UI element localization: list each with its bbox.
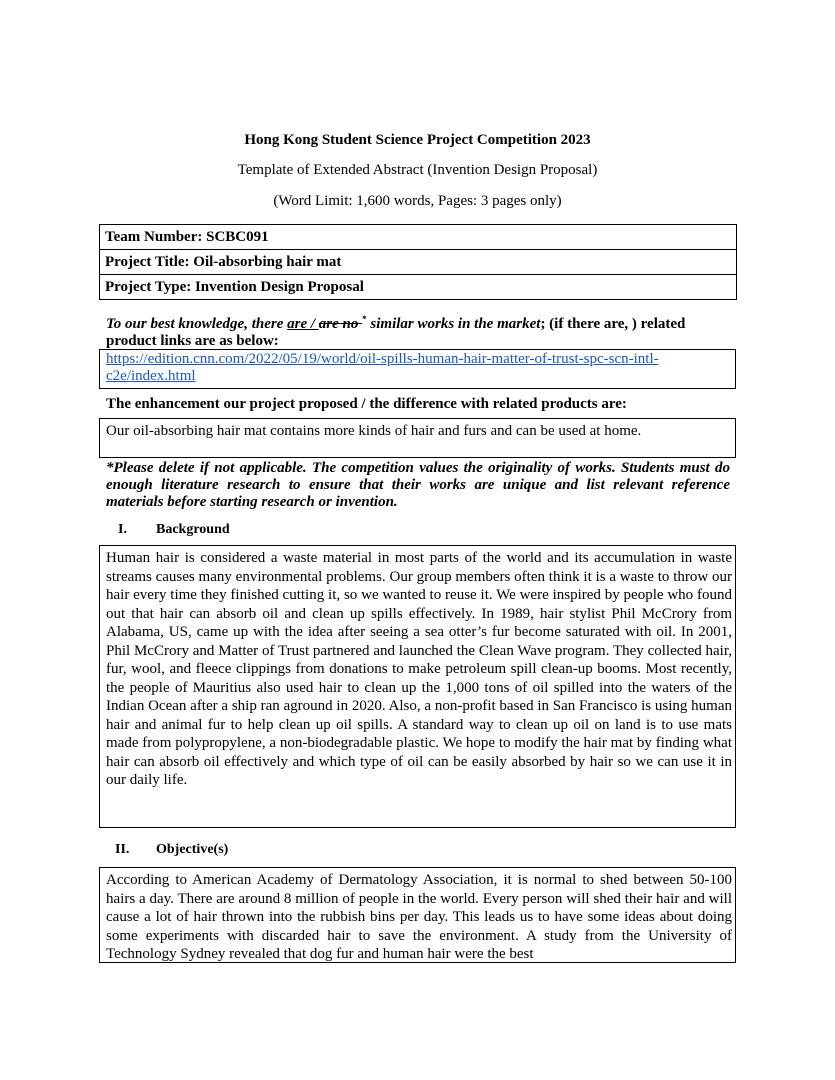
objectives-heading: Objective(s) [156, 842, 229, 857]
originality-note: *Please delete if not applicable. The competition values the originality of works. Students must do enough literature research to ensure that their works are unique and list relevant reference materials before starting research or invention. [106, 460, 730, 510]
background-box [99, 545, 736, 828]
project-type: Project Type: Invention Design Proposal [100, 275, 737, 300]
enhancement-text: Our oil-absorbing hair mat contains more kinds of hair and furs and can be used at home. [106, 423, 642, 439]
word-limit: (Word Limit: 1,600 words, Pages: 3 pages only) [273, 193, 562, 209]
are-option: are / [287, 316, 319, 332]
product-link-box [99, 349, 736, 389]
objectives-numeral: II. [115, 842, 130, 857]
enhancement-heading: The enhancement our project proposed / the difference with related products are: [106, 396, 627, 412]
are-no-option: are no [318, 316, 363, 332]
template-subtitle: Template of Extended Abstract (Invention Design Proposal) [237, 162, 598, 178]
objectives-box [99, 867, 736, 963]
project-info-table [99, 224, 737, 300]
product-link[interactable]: https://edition.cnn.com/2022/05/19/world/oil-spills-human-hair-matter-of-trust-spc-scn-intl-c2e/index.html [106, 351, 659, 384]
background-heading: Background [156, 522, 230, 537]
team-number: Team Number: SCBC091 [100, 225, 737, 250]
similar-works-statement: To our best knowledge, there are / are no * similar works in the market; (if there are, ) related product links are as below: [106, 314, 686, 349]
background-text: Human hair is considered a waste material in most parts of the world and its accumulation in waste streams causes many environmental problems. Our group members often think it is a waste to throw our hair every time they finished cutting it, so we wanted to reuse it. We were inspired by people who found out that hair can absorb oil and clean up spills effectively. In 1989, hair stylist Phil McCrory from Alabama, US, came up with the idea after seeing a sea otter’s fur become saturated with oil. In 2001, Phil McCrory and Matter of Trust partnered and launched the Clean Wave program. They collected hair, fur, wool, and fleece clippings from donations to make petroleum spill clean-up booms. Most recently, the people of Mauritius also used hair to clean up the 1,000 tons of oil spilled into the waters of the Indian Ocean after a ship ran aground in 2020. Also, a non-profit based in San Francisco is using human hair and animal fur to help clean up oil spills. A standard way to clean up oil on land is to use mats made from polypropylene, a non-biodegradable plastic. We hope to modify the hair mat by finding what hair can absorb oil effectively and which type of oil can be easily absorbed by hair so we can use it in our daily life. [106, 550, 732, 788]
competition-title: Hong Kong Student Science Project Competition 2023 [244, 132, 591, 148]
enhancement-box [99, 418, 736, 458]
background-numeral: I. [118, 522, 127, 537]
objectives-text: According to American Academy of Dermatology Association, it is normal to shed between 50-100 hairs a day. There are around 8 million of people in the world. Every person will shed their hair and will cause a lot of hair thrown into the rubbish bins per day. This leads us to have some ideas about doing some experiments with discarded hair to save the environment. A study from the University of Technology Sydney revealed that dog fur and human hair were the best [106, 872, 732, 962]
project-title: Project Title: Oil-absorbing hair mat [100, 250, 737, 275]
